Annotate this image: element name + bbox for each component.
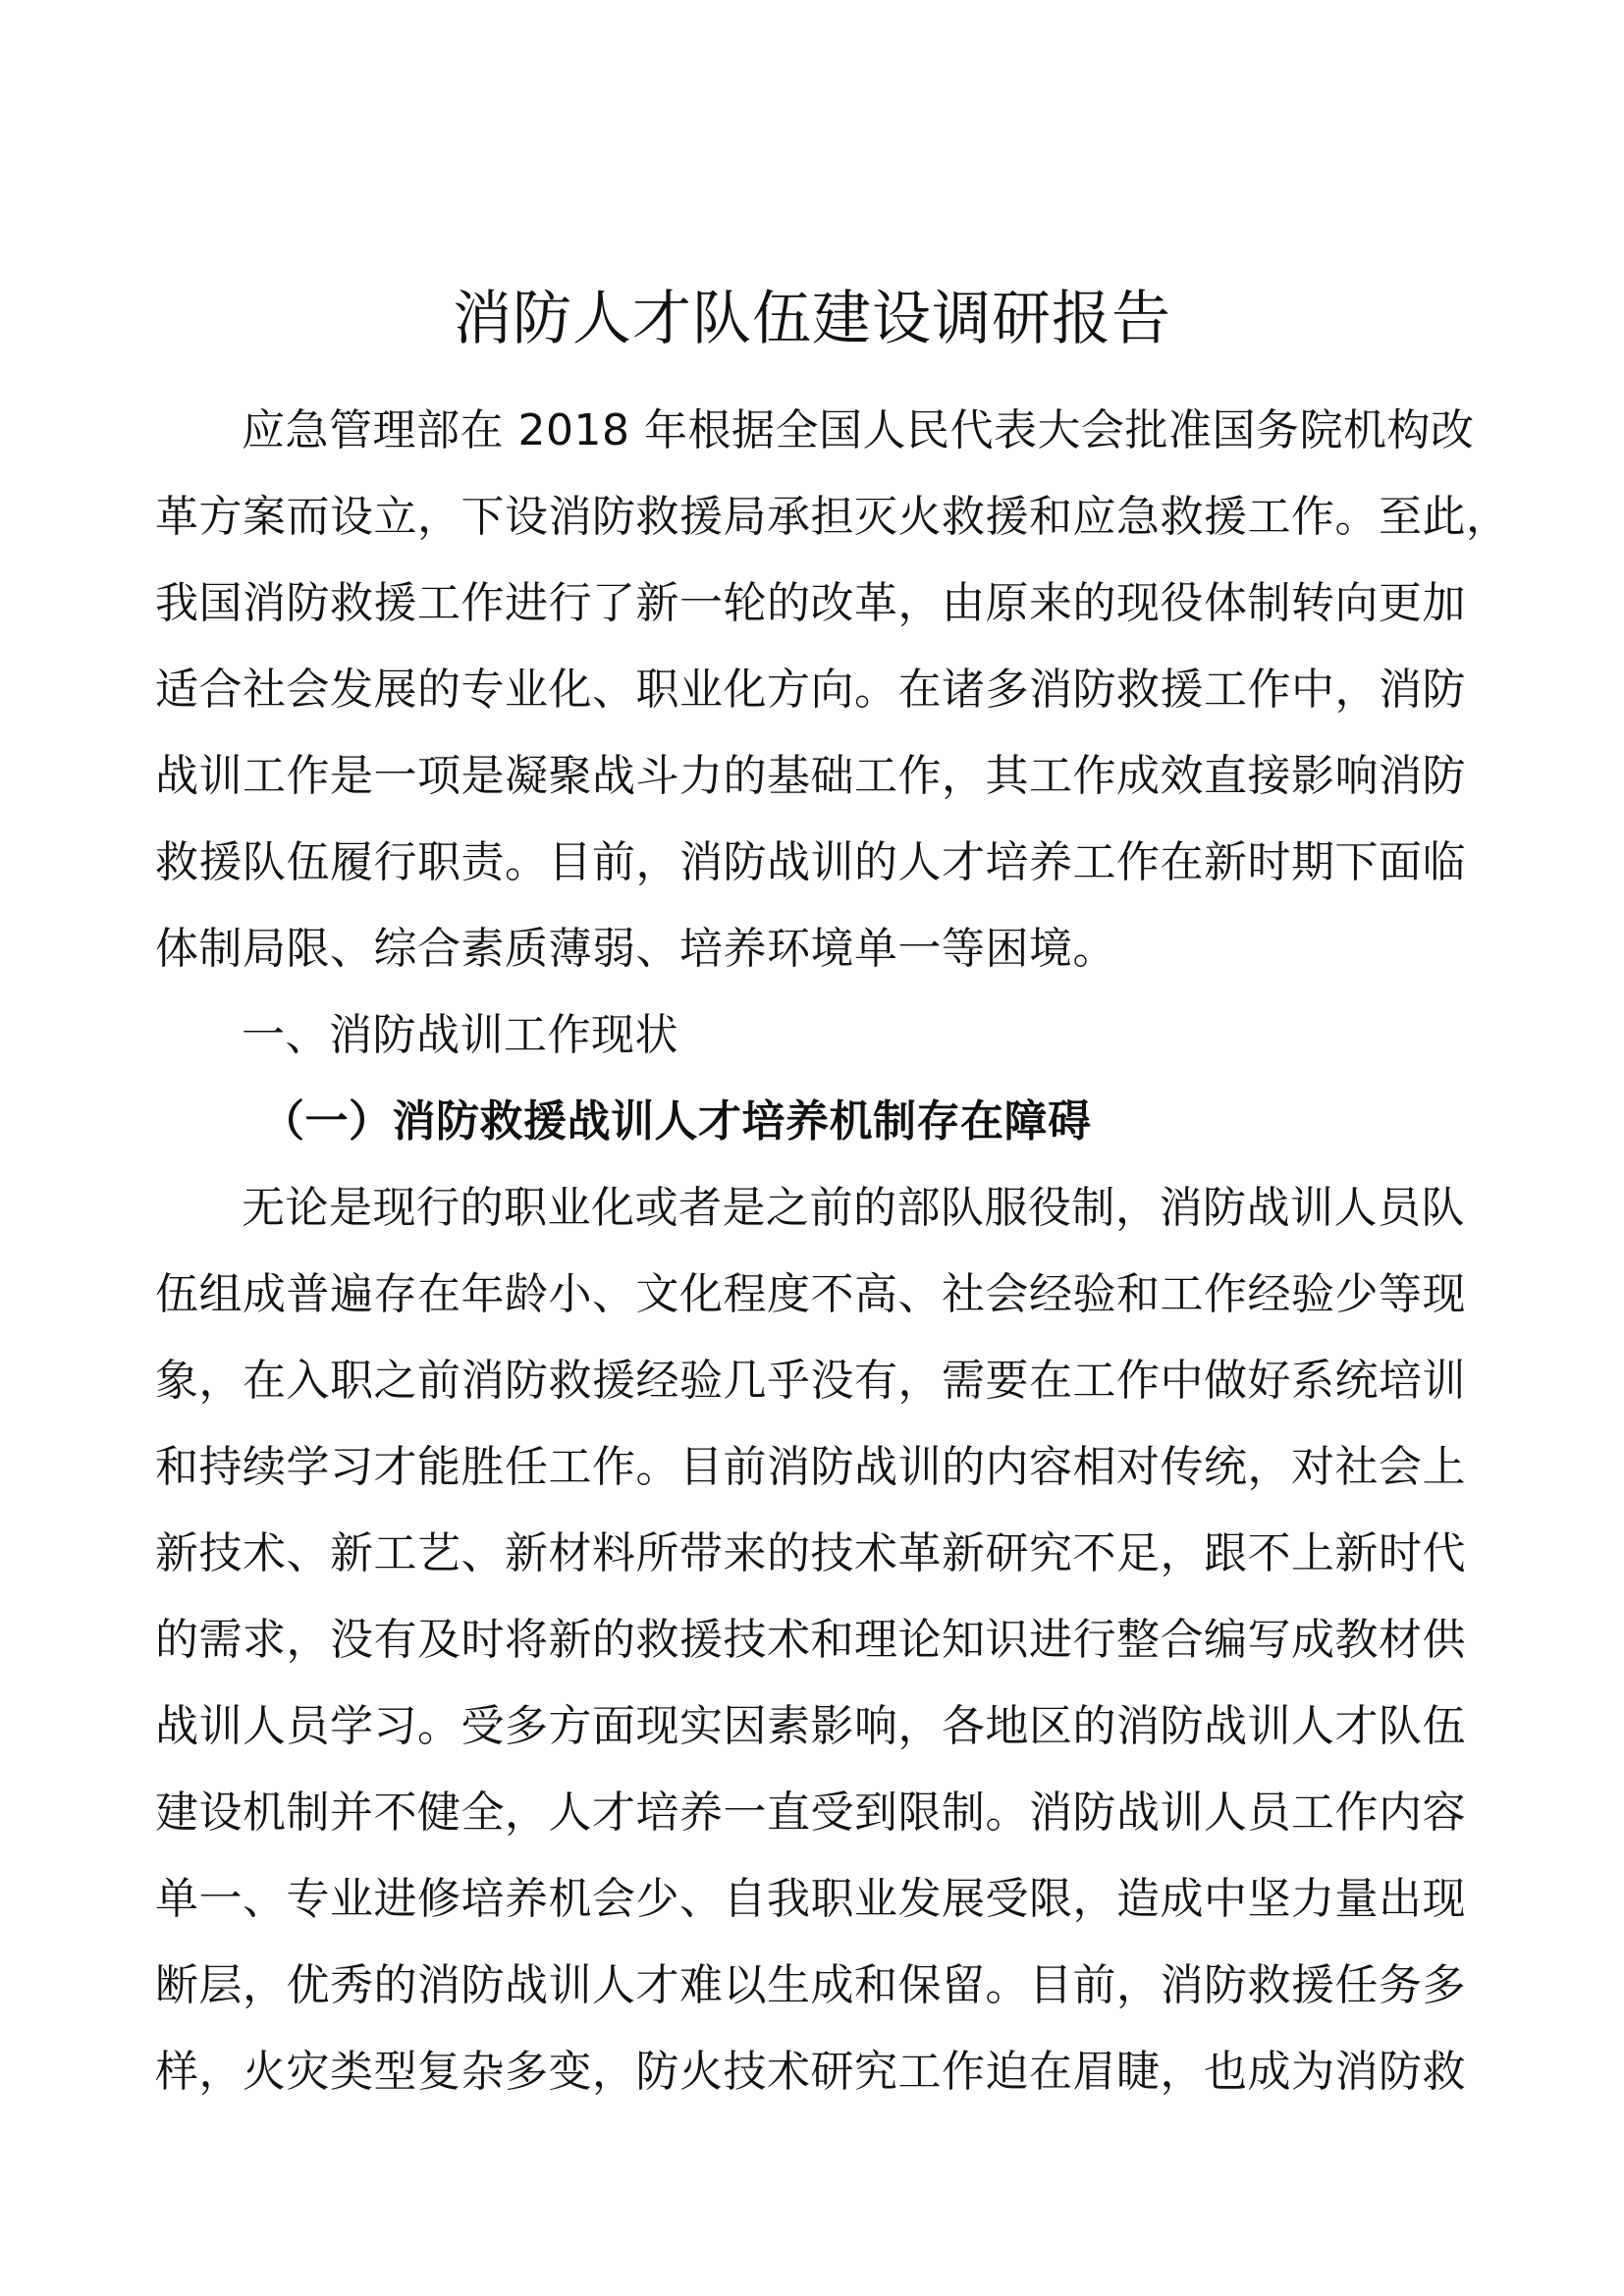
paragraph-2-line: 样，火灾类型复杂多变，防火技术研究工作迫在眉睫，也成为消防救 [155, 2047, 1466, 2097]
paragraph-2-line: 伍组成普遍存在年龄小、文化程度不高、社会经验和工作经验少等现 [155, 1269, 1466, 1319]
paragraph-2-line: 建设机制并不健全，人才培养一直受到限制。消防战训人员工作内容 [155, 1788, 1466, 1838]
paragraph-1-line: 体制局限、综合素质薄弱、培养环境单一等困境。 [155, 924, 1116, 974]
subsection-heading: （一）消防救援战训人才培养机制存在障碍 [261, 1096, 1092, 1147]
paragraph-2-line: 的需求，没有及时将新的救援技术和理论知识进行整合编写成教材供 [155, 1615, 1466, 1665]
paragraph-2-line: 象，在入职之前消防救援经验几乎没有，需要在工作中做好系统培训 [155, 1356, 1466, 1406]
paragraph-1-line: 战训工作是一项是凝聚战斗力的基础工作，其工作成效直接影响消防 [155, 751, 1466, 801]
paragraph-2-line: 新技术、新工艺、新材料所带来的技术革新研究不足，跟不上新时代 [155, 1528, 1466, 1578]
paragraph-2-line: 战训人员学习。受多方面现实因素影响，各地区的消防战训人才队伍 [155, 1701, 1466, 1751]
paragraph-2-line: 单一、专业进修培养机会少、自我职业发展受限，造成中坚力量出现 [155, 1874, 1466, 1924]
paragraph-2-line: 和持续学习才能胜任工作。目前消防战训的内容相对传统，对社会上 [155, 1442, 1466, 1492]
document-body [155, 388, 1510, 2115]
paragraph-1-line: 救援队伍履行职责。目前，消防战训的人才培养工作在新时期下面临 [155, 837, 1466, 887]
paragraph-1-line: 我国消防救援工作进行了新一轮的改革，由原来的现役体制转向更加 [155, 578, 1466, 628]
paragraph-1-line: 适合社会发展的专业化、职业化方向。在诸多消防救援工作中，消防 [155, 665, 1466, 715]
paragraph-1-line: 革方案而设立，下设消防救援局承担灭火救援和应急救援工作。至此， [155, 492, 1510, 542]
paragraph-2-line: 断层，优秀的消防战训人才难以生成和保留。目前，消防救援任务多 [155, 1960, 1466, 2010]
paragraph-1-line: 应急管理部在 2018 年根据全国人民代表大会批准国务院机构改 [242, 405, 1475, 455]
document-title: 消防人才队伍建设调研报告 [453, 285, 1171, 353]
section-heading: 一、消防战训工作现状 [242, 1010, 678, 1060]
paragraph-2-line: 无论是现行的职业化或者是之前的部队服役制，消防战训人员队 [242, 1183, 1465, 1233]
